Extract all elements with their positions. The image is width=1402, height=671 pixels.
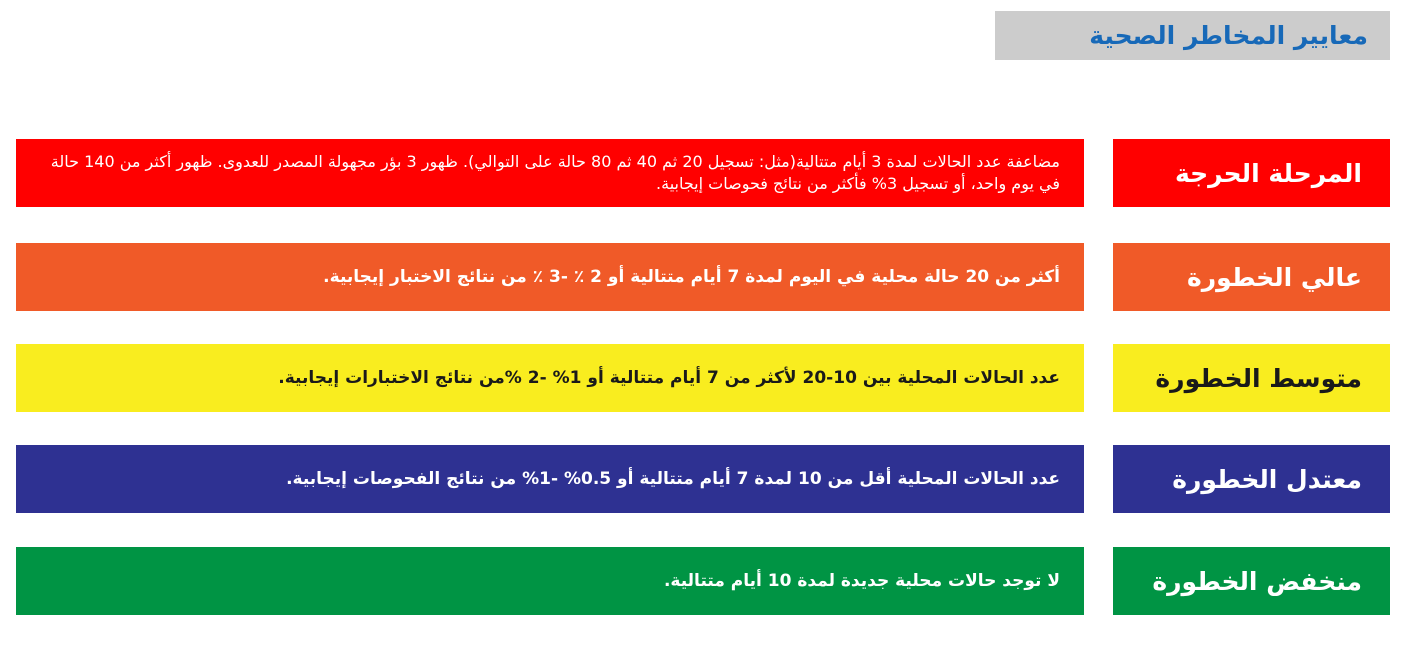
risk-description: مضاعفة عدد الحالات لمدة 3 أيام متتالية(مثل: تسجيل 20 ثم 40 ثم 80 حالة على التوالي). ظهور 3 بؤر مجهولة المصدر للعدوى. ظهور أكثر من 140 حالة في يوم واحد، أو تسجيل 3% فأكثر من نتائج فحوصات إيجابية. — [50, 152, 1060, 193]
risk-description-box — [16, 243, 1084, 311]
risk-description-box — [16, 445, 1084, 513]
risk-description: عدد الحالات المحلية بين 10-20 لأكثر من 7 أيام متتالية أو 1% -2 %من نتائج الاختبارات إيجابية. — [278, 367, 1060, 388]
risk-label: متوسط الخطورة — [1155, 363, 1362, 393]
risk-label: المرحلة الحرجة — [1174, 158, 1362, 188]
risk-row-medium — [0, 344, 1402, 412]
risk-label: عالي الخطورة — [1187, 262, 1362, 292]
risk-label-box — [1113, 344, 1390, 412]
risk-label-box — [1113, 547, 1390, 615]
risk-description: لا توجد حالات محلية جديدة لمدة 10 أيام متتالية. — [663, 570, 1060, 591]
page-title: معايير المخاطر الصحية — [1089, 21, 1368, 50]
risk-row-low — [0, 547, 1402, 615]
risk-label-box — [1113, 139, 1390, 207]
risk-description: أكثر من 20 حالة محلية في اليوم لمدة 7 أيام متتالية أو 2 ٪ -3 ٪ من نتائج الاختبار إيجابية. — [323, 266, 1060, 287]
risk-label: معتدل الخطورة — [1172, 464, 1362, 494]
risk-label: منخفض الخطورة — [1152, 566, 1362, 596]
risk-row-high — [0, 243, 1402, 311]
risk-description-box — [16, 547, 1084, 615]
risk-description: عدد الحالات المحلية أقل من 10 لمدة 7 أيام متتالية أو 0.5% -1% من نتائج الفحوصات إيجابية. — [286, 468, 1060, 489]
risk-description-box — [16, 139, 1084, 207]
risk-description-box — [16, 344, 1084, 412]
title-banner — [995, 11, 1390, 60]
risk-label-box — [1113, 445, 1390, 513]
risk-row-moderate — [0, 445, 1402, 513]
risk-row-critical — [0, 139, 1402, 207]
risk-label-box — [1113, 243, 1390, 311]
